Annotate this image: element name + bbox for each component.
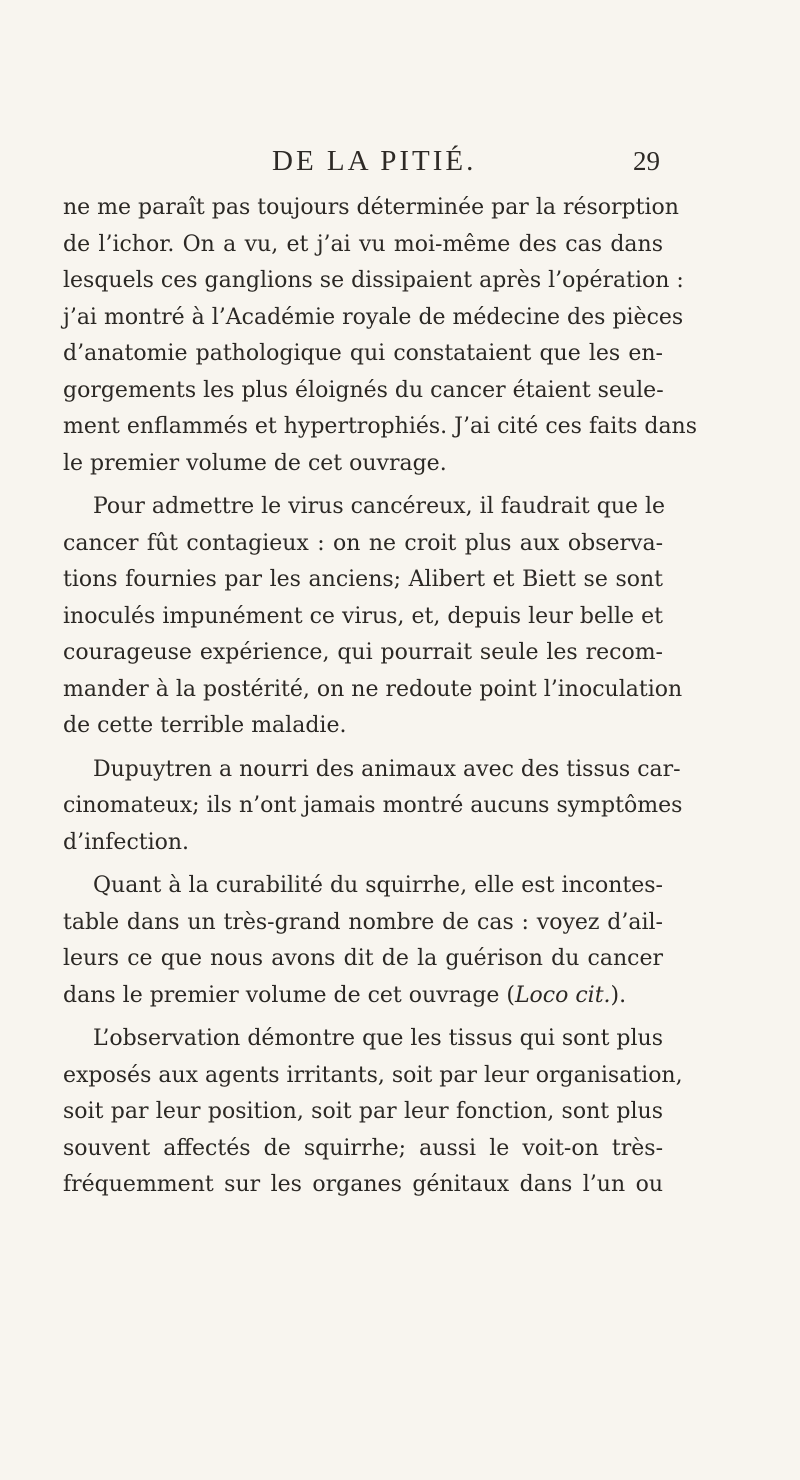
text-line: de cette terrible maladie. bbox=[63, 713, 347, 738]
page-header bbox=[0, 145, 800, 185]
text-line: leurs ce que nous avons dit de la guérison du cancer bbox=[63, 946, 663, 971]
text-line: Quant à la curabilité du squirrhe, elle est incontes- bbox=[93, 873, 663, 898]
text-fragment: ). bbox=[610, 982, 627, 1008]
text-line: cinomateux; ils n’ont jamais montré aucuns symptômes bbox=[63, 793, 683, 818]
paragraph-5 bbox=[63, 1021, 683, 1204]
paragraph-4 bbox=[63, 868, 663, 1014]
text-line: cancer fût contagieux : on ne croit plus aux observa- bbox=[63, 530, 663, 556]
text-line: gorgements les plus éloignés du cancer étaient seule- bbox=[63, 377, 664, 403]
text-line: mander à la postérité, on ne redoute point l’inoculation bbox=[63, 676, 683, 702]
text-line: ment enflammés et hypertrophiés. J’ai cité ces faits dans bbox=[63, 414, 698, 439]
body-text bbox=[63, 190, 698, 1204]
page-number: 29 bbox=[633, 146, 660, 176]
text-line: soit par leur position, soit par leur fonction, sont plus bbox=[63, 1099, 663, 1124]
text-fragment: dans le premier volume de cet ouvrage ( bbox=[63, 982, 515, 1008]
text-line: de l’ichor. On a vu, et j’ai vu moi-même des cas dans bbox=[63, 231, 663, 257]
text-line: d’anatomie pathologique qui constataient que les en- bbox=[63, 341, 663, 366]
paragraph-1 bbox=[63, 190, 698, 482]
citation: Loco cit. bbox=[514, 982, 611, 1008]
text-line: table dans un très-grand nombre de cas : voyez d’ail- bbox=[63, 909, 663, 935]
text-line: j’ai montré à l’Académie royale de médecine des pièces bbox=[63, 304, 684, 330]
text-line: Pour admettre le virus cancéreux, il faudrait que le bbox=[93, 494, 666, 519]
running-title: DE LA PITIÉ. bbox=[272, 145, 477, 177]
text-line: inoculés impunément ce virus, et, depuis leur belle et bbox=[63, 603, 663, 629]
text-line: tions fournies par les anciens; Alibert et Biett se sont bbox=[63, 567, 663, 592]
paragraph-3 bbox=[63, 752, 683, 862]
text-line: exposés aux agents irritants, soit par leur organisation, bbox=[63, 1062, 683, 1088]
text-line: d’infection. bbox=[63, 829, 190, 855]
text-line: ne me paraît pas toujours déterminée par la résorption bbox=[63, 195, 679, 220]
paragraph-2 bbox=[63, 489, 683, 745]
text-line: fréquemment sur les organes génitaux dans l’un ou bbox=[63, 1172, 663, 1197]
text-line: courageuse expérience, qui pourrait seule les recom- bbox=[63, 640, 663, 665]
text-line: Dupuytren a nourri des animaux avec des tissus car- bbox=[93, 756, 681, 782]
text-line bbox=[63, 978, 663, 1015]
text-line: lesquels ces ganglions se dissipaient après l’opération : bbox=[63, 268, 684, 293]
text-line: souvent affectés de squirrhe; aussi le voit-on très- bbox=[63, 1135, 663, 1161]
text-line: le premier volume de cet ouvrage. bbox=[63, 450, 447, 476]
text-line: L’observation démontre que les tissus qui sont plus bbox=[93, 1026, 663, 1051]
